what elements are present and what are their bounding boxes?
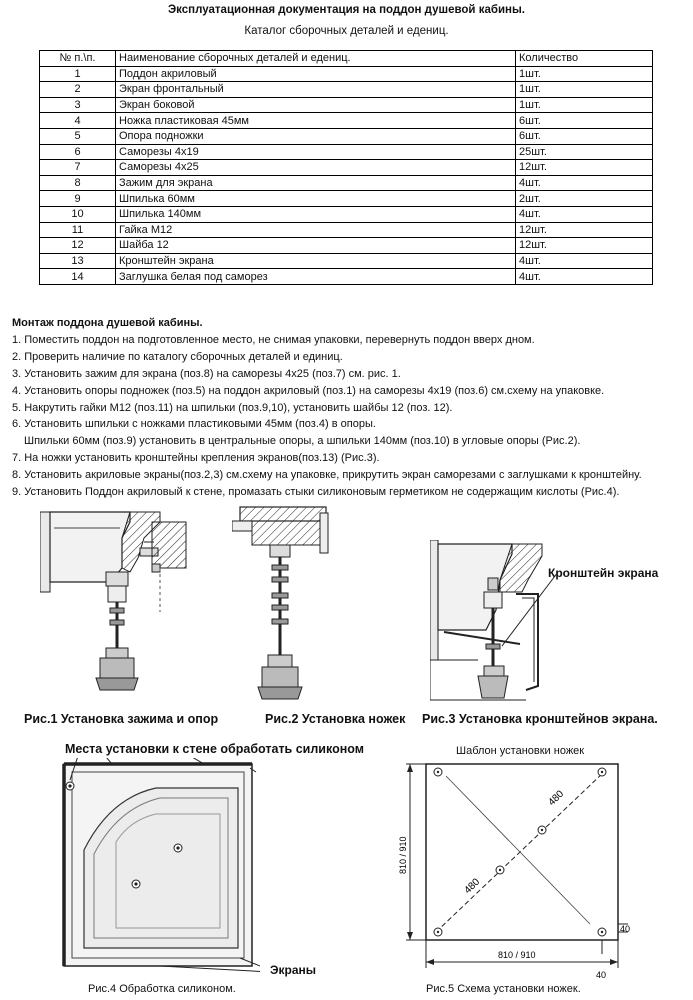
row-number: 10 bbox=[40, 206, 116, 222]
figure-3-bracket-label: Кронштейн экрана bbox=[548, 566, 659, 580]
figure-2-caption: Рис.2 Установка ножек bbox=[265, 712, 406, 726]
row-quantity: 4шт. bbox=[516, 175, 653, 191]
assembly-step: 9. Установить Поддон акриловый к стене, промазать стыки силиконовым герметиком не содержащим кислоты (Рис.4). bbox=[12, 486, 620, 499]
row-number: 14 bbox=[40, 269, 116, 285]
figure-5-caption: Рис.5 Схема установки ножек. bbox=[426, 983, 581, 995]
figure-4-silicone-label: Места установки к стене обработать силиконом bbox=[65, 742, 364, 756]
row-number: 13 bbox=[40, 253, 116, 269]
table-row bbox=[40, 97, 653, 113]
table-row bbox=[40, 253, 653, 269]
table-row bbox=[40, 128, 653, 144]
assembly-step: 3. Установить зажим для экрана (поз.8) на саморезы 4х25 (поз.7) см. рис. 1. bbox=[12, 367, 401, 380]
row-number: 9 bbox=[40, 191, 116, 207]
figure-5-dimension-labels bbox=[396, 758, 636, 980]
header-number: № п.\п. bbox=[40, 51, 116, 67]
table-row bbox=[40, 82, 653, 98]
table-row bbox=[40, 206, 653, 222]
table-row bbox=[40, 113, 653, 129]
figure-5-dim-40-right: 40 bbox=[620, 924, 631, 934]
assembly-step: 1. Поместить поддон на подготовленное место, не снимая упаковки, перевернуть поддон вверх дном. bbox=[12, 333, 535, 346]
assembly-instructions bbox=[12, 315, 687, 501]
row-name: Саморезы 4х19 bbox=[116, 144, 516, 160]
row-number: 5 bbox=[40, 128, 116, 144]
figure-4-drawing bbox=[60, 758, 260, 980]
header-name: Наименование сборочных деталей и едениц. bbox=[116, 51, 516, 67]
row-number: 11 bbox=[40, 222, 116, 238]
row-quantity: 4шт. bbox=[516, 206, 653, 222]
row-quantity: 4шт. bbox=[516, 269, 653, 285]
row-quantity: 1шт. bbox=[516, 97, 653, 113]
figure-5-dim-side: 810 / 910 bbox=[398, 836, 408, 874]
figure-3-leader-line bbox=[500, 570, 560, 650]
row-quantity: 1шт. bbox=[516, 66, 653, 82]
row-name: Заглушка белая под саморез bbox=[116, 269, 516, 285]
document-title: Эксплуатационная документация на поддон душевой кабины. bbox=[168, 4, 525, 16]
figure-1-drawing bbox=[40, 508, 200, 704]
assembly-step: 7. На ножки установить кронштейны крепления экранов(поз.13) (Рис.3). bbox=[12, 452, 380, 465]
row-quantity: 4шт. bbox=[516, 253, 653, 269]
table-row bbox=[40, 66, 653, 82]
row-name: Гайка М12 bbox=[116, 222, 516, 238]
assembly-step: 6. Установить шпильки с ножками пластиковыми 45мм (поз.4) в опоры. bbox=[12, 418, 376, 431]
figure-5-dim-40-bottom: 40 bbox=[596, 970, 607, 980]
row-number: 7 bbox=[40, 160, 116, 176]
parts-table-body bbox=[40, 66, 653, 284]
assembly-step: 8. Установить акриловые экраны(поз.2,3) см.схему на упаковке, прикрутить экран саморезами с заглушками к кронштейну. bbox=[12, 469, 642, 482]
assembly-step: 2. Проверить наличие по каталогу сборочных деталей и единиц. bbox=[12, 350, 343, 363]
figure-5-dim-diagonal-upper: 480 bbox=[546, 788, 567, 809]
assembly-step: 5. Накрутить гайки М12 (поз.11) на шпильки (поз.9,10), установить шайбы 12 (поз. 12). bbox=[12, 401, 453, 414]
table-row bbox=[40, 238, 653, 254]
row-name: Экран фронтальный bbox=[116, 82, 516, 98]
assembly-steps bbox=[12, 332, 687, 501]
row-number: 6 bbox=[40, 144, 116, 160]
row-name: Поддон акриловый bbox=[116, 66, 516, 82]
parts-table bbox=[39, 50, 653, 285]
figure-3-caption: Рис.3 Установка кронштейнов экрана. bbox=[422, 712, 658, 726]
row-name: Шайба 12 bbox=[116, 238, 516, 254]
figure-5-template-title: Шаблон установки ножек bbox=[456, 745, 585, 757]
row-name: Шпилька 140мм bbox=[116, 206, 516, 222]
assembly-step: 4. Установить опоры подножек (поз.5) на поддон акриловый (поз.1) на саморезы 4х19 (поз.6) см.схему на упаковке. bbox=[12, 384, 605, 397]
header-quantity: Количество bbox=[516, 51, 653, 67]
table-row bbox=[40, 269, 653, 285]
row-quantity: 25шт. bbox=[516, 144, 653, 160]
figure-4-caption: Рис.4 Обработка силиконом. bbox=[88, 983, 236, 995]
table-row bbox=[40, 144, 653, 160]
figure-4-screens-label: Экраны bbox=[270, 963, 317, 977]
row-quantity: 12шт. bbox=[516, 222, 653, 238]
row-name: Опора подножки bbox=[116, 128, 516, 144]
row-name: Экран боковой bbox=[116, 97, 516, 113]
figure-2-drawing bbox=[232, 505, 332, 705]
table-row bbox=[40, 191, 653, 207]
table-row bbox=[40, 222, 653, 238]
figure-5-dim-bottom: 810 / 910 bbox=[498, 950, 536, 960]
row-quantity: 2шт. bbox=[516, 191, 653, 207]
table-row bbox=[40, 160, 653, 176]
table-row bbox=[40, 175, 653, 191]
row-name: Саморезы 4х25 bbox=[116, 160, 516, 176]
row-number: 12 bbox=[40, 238, 116, 254]
row-name: Кронштейн экрана bbox=[116, 253, 516, 269]
row-quantity: 6шт. bbox=[516, 113, 653, 129]
row-name: Шпилька 60мм bbox=[116, 191, 516, 207]
row-number: 8 bbox=[40, 175, 116, 191]
row-quantity: 1шт. bbox=[516, 82, 653, 98]
catalog-title: Каталог сборочных деталей и едениц. bbox=[244, 25, 449, 37]
figure-1-caption: Рис.1 Установка зажима и опор bbox=[24, 712, 219, 726]
assembly-heading: Монтаж поддона душевой кабины. bbox=[12, 317, 203, 329]
row-number: 3 bbox=[40, 97, 116, 113]
table-header-row bbox=[40, 51, 653, 67]
figure-5-dim-diagonal-lower: 480 bbox=[462, 876, 483, 897]
assembly-step: Шпильки 60мм (поз.9) установить в центральные опоры, а шпильки 140мм (поз.10) в угловые опоры (Рис.2). bbox=[24, 435, 581, 448]
row-number: 1 bbox=[40, 66, 116, 82]
row-name: Зажим для экрана bbox=[116, 175, 516, 191]
row-quantity: 12шт. bbox=[516, 238, 653, 254]
row-quantity: 12шт. bbox=[516, 160, 653, 176]
row-number: 4 bbox=[40, 113, 116, 129]
row-quantity: 6шт. bbox=[516, 128, 653, 144]
row-number: 2 bbox=[40, 82, 116, 98]
row-name: Ножка пластиковая 45мм bbox=[116, 113, 516, 129]
